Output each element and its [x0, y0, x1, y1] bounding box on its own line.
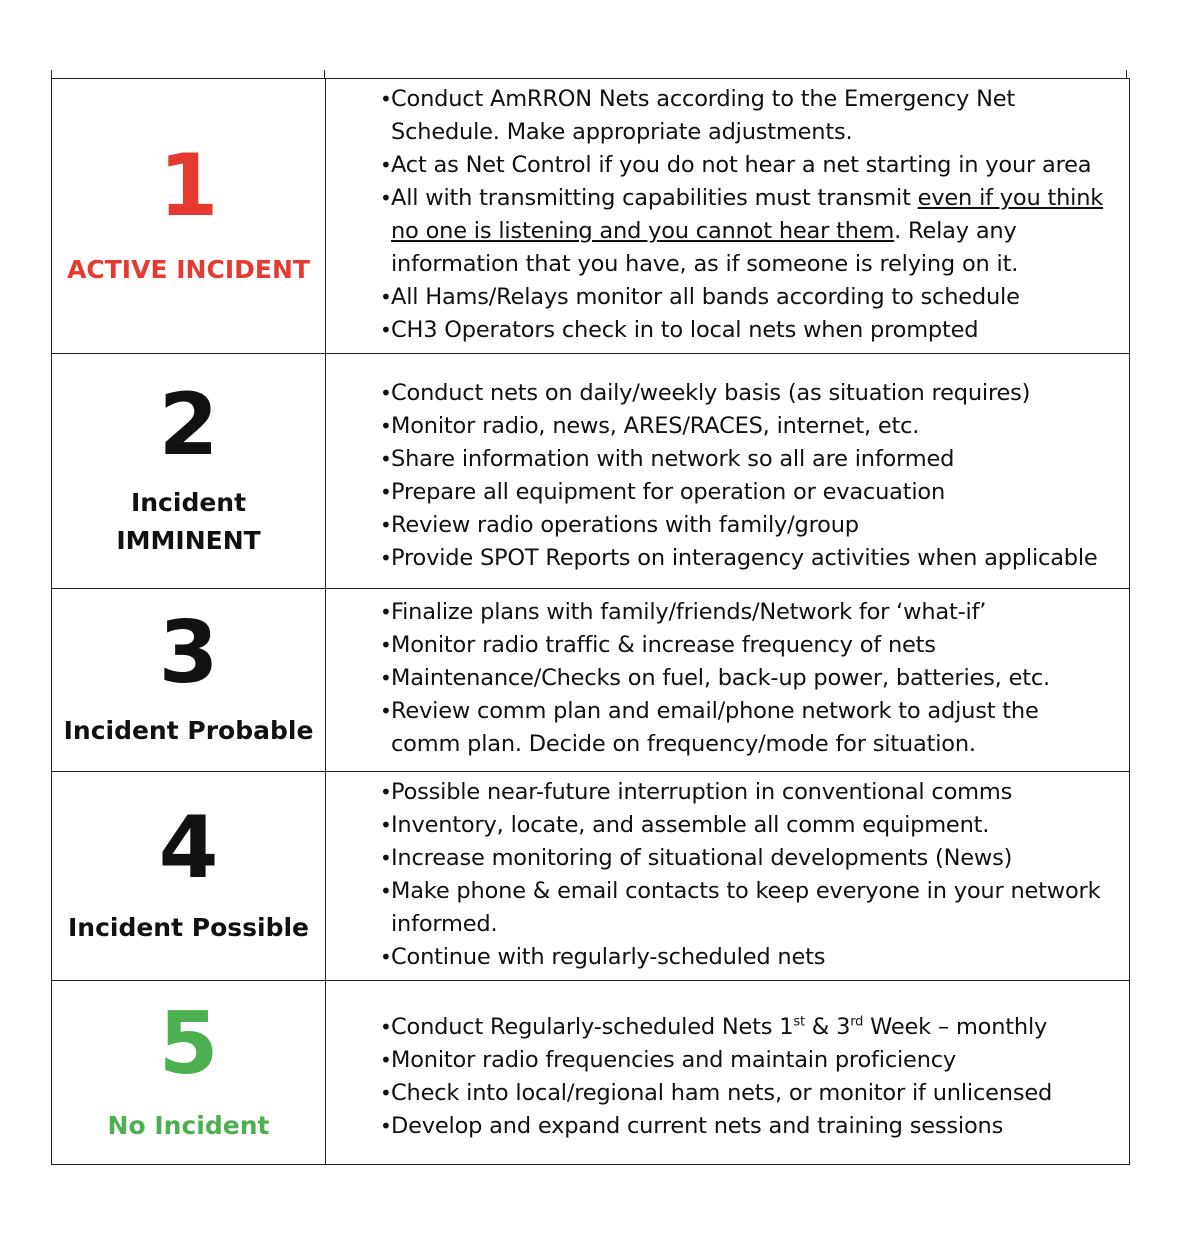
action-item — [26, 596, 1113, 629]
action-item — [26, 1044, 1113, 1077]
action-text: Possible near-future interruption in conventional comms — [391, 779, 1013, 805]
bullet-icon: • — [380, 414, 392, 438]
action-item — [26, 1011, 1113, 1044]
action-item — [26, 410, 1113, 443]
action-item — [26, 842, 1113, 875]
bullet-icon: • — [380, 780, 392, 804]
action-text: Maintenance/Checks on fuel, back-up power, batteries, etc. — [391, 664, 1050, 691]
bullet-icon: • — [380, 153, 392, 177]
level-label: No Incident — [107, 1110, 270, 1140]
action-text: All with transmitting capabilities must transmit — [391, 185, 918, 211]
bullet-icon: • — [380, 285, 392, 309]
action-text: Monitor radio, news, ARES/RACES, internet, etc. — [391, 413, 920, 439]
bullet-icon: • — [380, 698, 392, 723]
action-cell-5 — [326, 981, 1130, 1165]
action-item — [26, 1077, 1113, 1110]
level-label-line2: IMMINENT — [116, 526, 261, 555]
action-text: Monitor radio frequencies and maintain proficiency — [391, 1046, 957, 1073]
action-cell-1 — [326, 79, 1130, 354]
action-item — [26, 629, 1113, 662]
bullet-icon: • — [380, 1113, 392, 1138]
action-list — [326, 361, 1129, 581]
incident-level-table — [51, 78, 1130, 1165]
action-text: CH3 Operators check in to local nets when prompted — [391, 317, 979, 343]
table-top-stub-divider — [324, 70, 325, 78]
level-row-2 — [52, 354, 1130, 589]
level-label-line1: Incident — [130, 488, 247, 517]
bullet-icon: • — [380, 879, 392, 903]
level-label: ACTIVE INCIDENT — [67, 255, 310, 284]
action-text: Conduct Regularly-scheduled Nets 1 — [391, 1013, 794, 1040]
action-text: Continue with regularly-scheduled nets — [391, 944, 826, 970]
action-item — [26, 875, 1113, 941]
bullet-icon: • — [380, 1047, 392, 1072]
bullet-icon: • — [380, 1014, 392, 1039]
level-label: Incident Possible — [67, 913, 310, 942]
action-item — [26, 314, 1113, 347]
action-text: Share information with network so all are informed — [391, 446, 955, 472]
level-number: 1 — [158, 136, 219, 236]
action-text: Finalize plans with family/friends/Network for ‘what-if’ — [391, 598, 987, 625]
action-cell-2 — [326, 354, 1130, 589]
bullet-icon: • — [380, 318, 392, 342]
action-item — [26, 281, 1113, 314]
action-text: Increase monitoring of situational developments (News) — [391, 845, 1013, 871]
bullet-icon: • — [380, 846, 392, 870]
action-text: Check into local/regional ham nets, or monitor if unlicensed — [391, 1079, 1053, 1106]
action-text-superscript: rd — [850, 1014, 864, 1029]
bullet-icon: • — [380, 87, 392, 111]
action-cell-4 — [326, 772, 1130, 981]
action-text: Provide SPOT Reports on interagency activities when applicable — [391, 545, 1098, 571]
bullet-icon: • — [380, 513, 392, 537]
action-item — [26, 443, 1113, 476]
action-list — [326, 79, 1129, 353]
action-item — [26, 776, 1113, 809]
bullet-icon: • — [380, 480, 392, 504]
incident-level-table-body — [52, 79, 1130, 1165]
action-item — [26, 377, 1113, 410]
bullet-icon: • — [380, 381, 392, 405]
level-row-3 — [52, 589, 1130, 772]
action-item — [26, 662, 1113, 695]
action-text: Week – monthly — [863, 1013, 1048, 1040]
action-list — [326, 997, 1129, 1149]
action-text: Review radio operations with family/group — [391, 512, 859, 538]
bullet-icon: • — [380, 447, 392, 471]
action-item — [26, 182, 1113, 281]
action-item — [26, 941, 1113, 974]
bullet-icon: • — [380, 1080, 392, 1105]
action-text: Monitor radio traffic & increase frequency of nets — [391, 631, 936, 658]
bullet-icon: • — [380, 813, 392, 837]
action-item — [26, 695, 1113, 761]
table-top-stub — [51, 70, 1127, 78]
bullet-icon: • — [380, 665, 392, 690]
action-text: All Hams/Relays monitor all bands according to schedule — [391, 284, 1020, 310]
incident-level-table-frame — [51, 70, 1127, 1156]
level-number: 3 — [158, 603, 219, 703]
action-item — [26, 476, 1113, 509]
action-list — [326, 594, 1129, 767]
bullet-icon: • — [380, 599, 392, 624]
level-row-1 — [52, 79, 1130, 354]
action-cell-3 — [326, 589, 1130, 772]
action-item — [26, 83, 1113, 149]
action-item — [26, 149, 1113, 182]
action-list — [326, 772, 1129, 980]
level-number: 2 — [158, 375, 219, 475]
level-number: 5 — [158, 993, 219, 1094]
action-text: Develop and expand current nets and training sessions — [391, 1112, 1004, 1139]
action-text: Prepare all equipment for operation or evacuation — [391, 479, 946, 505]
level-number: 4 — [158, 798, 219, 898]
action-item — [26, 809, 1113, 842]
action-text-underlined: even if you think no one is listening and you cannot hear them — [391, 185, 1104, 244]
bullet-icon: • — [380, 186, 392, 210]
bullet-icon: • — [380, 546, 392, 570]
bullet-icon: • — [380, 945, 392, 969]
level-row-5 — [52, 981, 1130, 1165]
bullet-icon: • — [380, 632, 392, 657]
level-row-4 — [52, 772, 1130, 981]
action-text: Inventory, locate, and assemble all comm equipment. — [391, 812, 990, 838]
action-item — [26, 509, 1113, 542]
level-label: Incident Probable — [63, 716, 314, 745]
action-text-superscript: st — [793, 1014, 805, 1029]
action-item — [26, 542, 1113, 575]
action-text: . Relay any information that you have, as if someone is relying on it. — [391, 218, 1019, 277]
action-text: Conduct nets on daily/weekly basis (as situation requires) — [391, 380, 1031, 406]
action-text: Conduct AmRRON Nets according to the Emergency Net Schedule. Make appropriate adjustments. — [391, 86, 1016, 145]
action-item — [26, 1110, 1113, 1143]
action-text: Make phone & email contacts to keep everyone in your network informed. — [391, 878, 1101, 937]
action-text: & 3 — [804, 1013, 851, 1040]
action-text: Act as Net Control if you do not hear a net starting in your area — [391, 152, 1092, 178]
action-text: Review comm plan and email/phone network to adjust the comm plan. Decide on frequency/mode for situation. — [391, 697, 1039, 757]
